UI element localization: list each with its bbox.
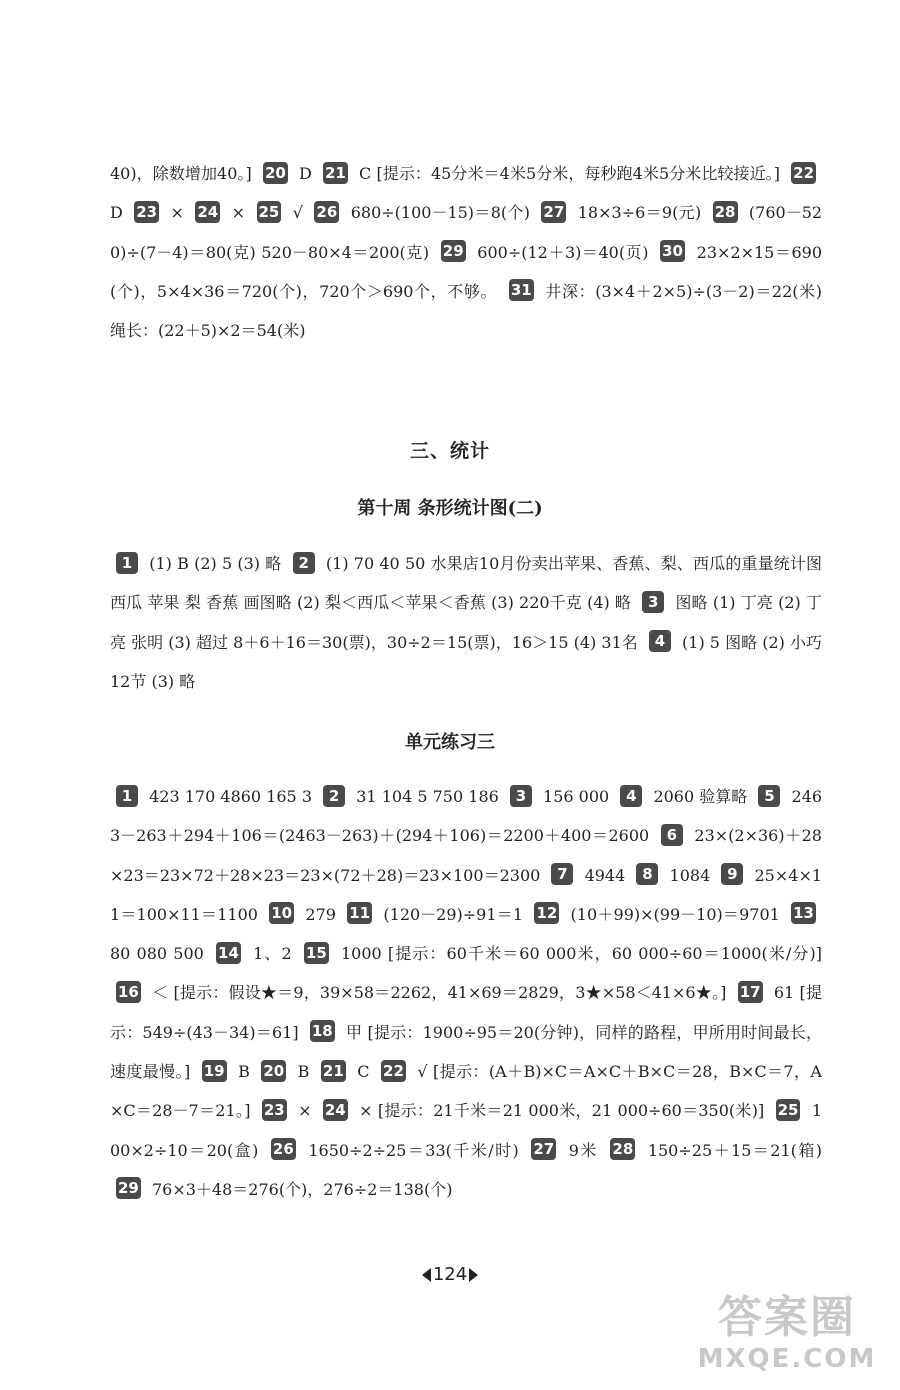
question-number-badge: 28: [714, 202, 736, 221]
page-number: [0, 1264, 900, 1285]
answer-text: √: [292, 203, 303, 223]
answer-text: 680÷(100－15)＝8(个): [350, 203, 530, 223]
right-triangle-icon: [469, 1268, 478, 1282]
question-number-badge: 10: [271, 904, 293, 923]
answer-text: 甲 [提示：1900÷95＝20(分钟)，同样的路程，甲所用时间最长，速度最慢。]: [110, 1022, 822, 1082]
question-number-badge: 21: [322, 1061, 344, 1080]
chapter-title: 三、统计: [409, 440, 490, 462]
question-number-badge: 27: [543, 202, 565, 221]
answer-text: 600÷(12＋3)＝40(页): [477, 242, 649, 262]
left-triangle-icon: [422, 1268, 431, 1282]
answer-text: 井深：(3×4＋2×5)÷(3－2)＝22(米) 绳长：(22＋5)×2＝54(米): [110, 281, 822, 341]
answer-text: ×: [170, 203, 184, 223]
answer-text: C: [357, 1062, 370, 1082]
answer-text: 80 080 500: [110, 944, 204, 964]
answer-block-previous-unit: [110, 154, 822, 350]
question-number-badge: 15: [305, 943, 327, 962]
answer-text: 1000 [提示：60千米＝60 000米，60 000÷60＝1000(米/分)]: [340, 944, 823, 964]
answer-text: √ [提示：(A＋B)×C＝A×C＋B×C＝28，B×C＝7，A×C＝28－7＝21。]: [110, 1062, 822, 1121]
question-number-badge: 3: [510, 785, 532, 807]
question-number-badge: 30: [662, 242, 683, 261]
question-number-badge: 29: [442, 242, 464, 261]
question-number-badge: 29: [118, 1179, 139, 1198]
answer-text: 100×2÷10＝20(盒): [110, 1101, 823, 1160]
answer-text: (10＋99)×(99－10)＝9701: [570, 904, 780, 924]
question-number-badge: 22: [383, 1061, 404, 1080]
answer-text: 61 [提示：549÷(43－34)＝61]: [110, 983, 822, 1042]
watermark-text: 答案圈: [718, 1292, 856, 1343]
answer-text: 23×(2×36)＋28×23＝23×72＋28×23＝23×(72＋28)＝23×100＝2300: [110, 826, 822, 885]
week-title: 第十周 条形统计图(二): [357, 498, 543, 519]
answer-text: 1084: [669, 865, 711, 885]
question-number-badge: 18: [311, 1022, 333, 1041]
question-number-badge: 25: [258, 202, 280, 221]
answer-text: 1、2: [253, 944, 292, 964]
answer-text: (760－520)÷(7－4)＝80(克) 520－80×4＝200(克): [110, 203, 823, 262]
question-number-badge: 23: [263, 1100, 285, 1119]
answer-text: 76×3＋48＝276(个)，276÷2＝138(个): [151, 1179, 453, 1199]
answer-text: B: [297, 1062, 310, 1082]
answer-text: (1) 5 图略 (2) 小巧 12节 (3) 略: [110, 632, 822, 691]
question-number-badge: 1: [116, 785, 138, 807]
answer-text: 4944: [584, 865, 626, 885]
question-number-badge: 6: [661, 824, 683, 846]
watermark-url: MXQE.COM: [697, 1344, 877, 1374]
question-number-badge: 31: [510, 281, 532, 300]
question-number-badge: 24: [324, 1100, 346, 1119]
question-number-badge: 5: [758, 785, 780, 807]
question-number-badge: 22: [793, 163, 815, 182]
answer-text: 2060 验算略: [653, 787, 748, 806]
question-number-badge: 26: [272, 1140, 294, 1159]
answer-text: 1650÷2÷25＝33(千米/时): [308, 1140, 519, 1160]
question-number-badge: 11: [349, 904, 371, 923]
unit-exercise-title: 单元练习三: [405, 732, 495, 753]
answer-text: ×: [298, 1101, 312, 1121]
answer-text: ×: [231, 203, 246, 223]
question-number-badge: 2: [293, 552, 315, 574]
question-number-badge: 26: [316, 202, 338, 221]
question-number-badge: 4: [620, 785, 642, 807]
answer-text: (1) B (2) 5 (3) 略: [149, 554, 282, 573]
question-number-badge: 24: [197, 202, 219, 221]
answer-text: 423 170 4860 165 3: [149, 787, 313, 806]
question-number-badge: 4: [649, 630, 671, 652]
answer-text: 9米: [568, 1140, 598, 1160]
answer-block-unit-three: [110, 777, 822, 1209]
question-number-badge: 7: [551, 863, 573, 885]
question-number-badge: 20: [264, 163, 286, 182]
question-number-badge: 2: [323, 785, 345, 807]
answer-text: C [提示：45分米＝4米5分米，每秒跑4米5分米比较接近。]: [359, 164, 780, 183]
question-number-badge: 25: [777, 1100, 799, 1119]
watermark-logo: [692, 1292, 882, 1382]
question-number-badge: 12: [536, 904, 558, 923]
answer-text: B: [238, 1062, 250, 1082]
question-number-badge: 13: [793, 904, 814, 923]
answer-text: (1) 70 40 50 水果店10月份卖出苹果、香蕉、梨、西瓜的重量统计图 西瓜 苹果 梨 香蕉 画图略 (2) 梨＜西瓜＜苹果＜香蕉 (3) 220千克 (4) 略: [110, 554, 823, 613]
answer-text: 31 104 5 750 186: [356, 787, 499, 806]
answer-text: 156 000: [543, 787, 610, 806]
question-number-badge: 16: [118, 982, 139, 1001]
answer-text: D: [299, 164, 312, 183]
answer-text: 150÷25＋15＝21(箱): [647, 1140, 823, 1160]
answer-text: (120－29)÷91＝1: [383, 904, 524, 924]
answer-text: 23×2×15＝690(个)，5×4×36＝720(个)，720个＞690个，不够。: [110, 242, 823, 301]
question-number-badge: 9: [721, 863, 743, 885]
answer-text: 25×4×11＝100×11＝1100: [110, 865, 823, 924]
question-number-badge: 21: [325, 163, 346, 182]
question-number-badge: 3: [642, 591, 664, 613]
question-number-badge: 17: [739, 982, 761, 1001]
question-number-badge: 1: [116, 552, 138, 574]
question-number-badge: 23: [136, 202, 158, 221]
question-number-badge: 14: [218, 943, 239, 962]
answer-text: 图略 (1) 丁亮 (2) 丁亮 张明 (3) 超过 8＋6＋16＝30(票)，30÷2＝15(票)，16＞15 (4) 31名: [110, 593, 822, 652]
question-number-badge: 8: [636, 863, 658, 885]
answer-text: 2463－263＋294＋106＝(2463－263)＋(294＋106)＝2200＋400＝2600: [110, 787, 823, 846]
answer-text: 18×3÷6＝9(元): [577, 203, 702, 223]
page-number-text: 124: [432, 1264, 468, 1285]
question-number-badge: 28: [612, 1140, 634, 1159]
answer-text: × [提示：21千米＝21 000米，21 000÷60＝350(米)]: [359, 1101, 765, 1121]
answer-text: D: [110, 203, 123, 223]
answer-block-week-ten: [110, 544, 822, 701]
question-number-badge: 27: [533, 1140, 555, 1159]
answer-text: 279: [305, 904, 336, 924]
answer-text: ＜ [提示：假设★＝9，39×58＝2262，41×69＝2829，3★×58＜41×6★。]: [152, 983, 727, 1003]
answer-text: 40)，除数增加40。]: [110, 164, 252, 183]
question-number-badge: 20: [263, 1061, 285, 1080]
question-number-badge: 19: [203, 1061, 225, 1080]
